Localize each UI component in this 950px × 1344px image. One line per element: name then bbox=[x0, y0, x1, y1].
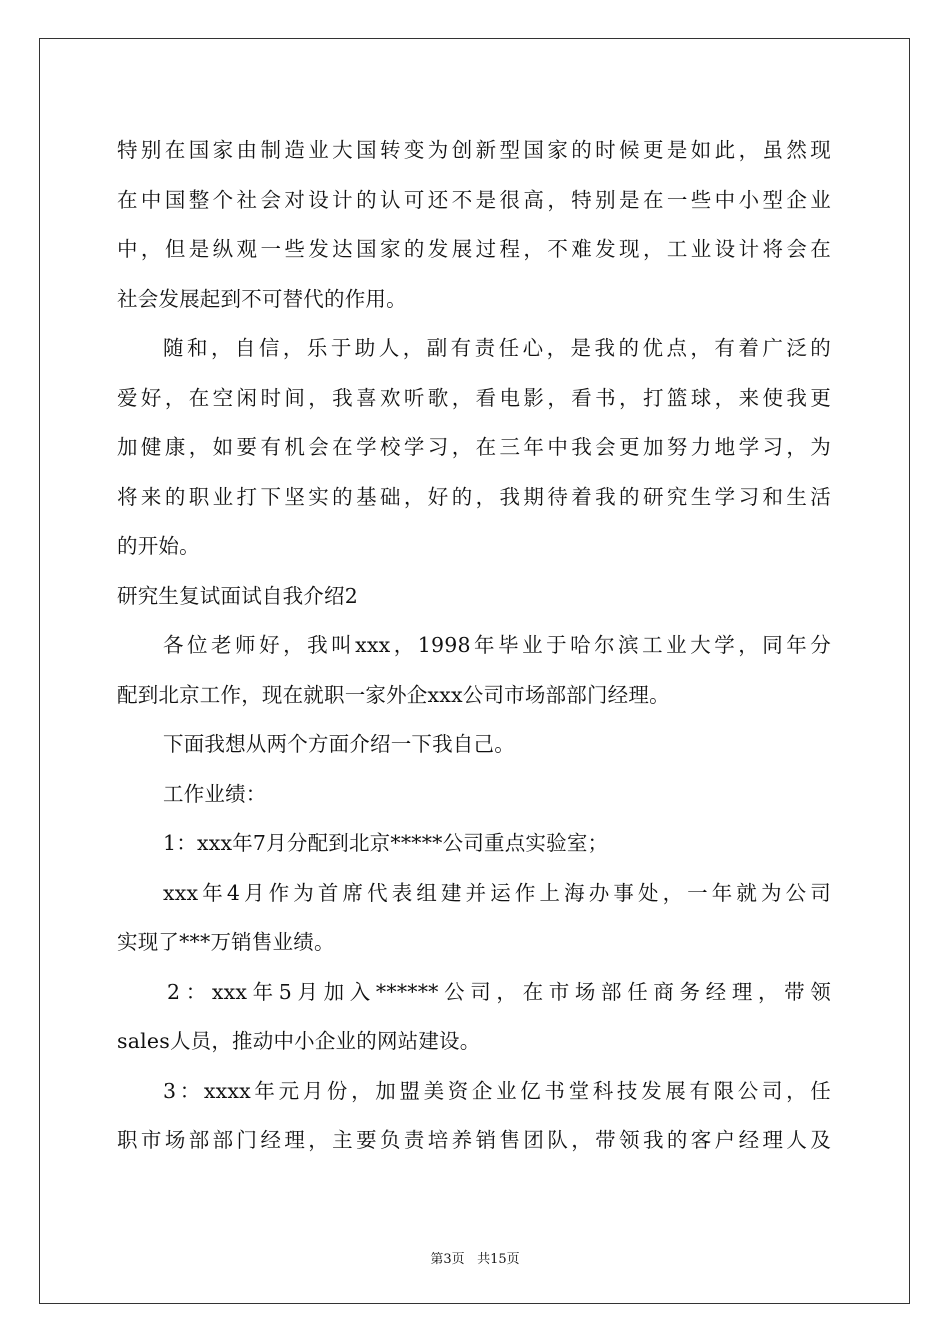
page-number: 第3页 bbox=[430, 1252, 465, 1267]
paragraph-line: 各位老师好，我叫xxx，1998年毕业于哈尔滨工业大学，同年分 bbox=[163, 633, 831, 657]
paragraph-line: 实现了***万销售业绩。 bbox=[117, 930, 335, 954]
subheading: 工作业绩： bbox=[163, 781, 267, 806]
paragraph-line: sales人员，推动中小企业的网站建设。 bbox=[117, 1029, 481, 1053]
document-body bbox=[117, 126, 831, 1166]
page-total: 共15页 bbox=[477, 1252, 520, 1267]
paragraph-line: 随和，自信，乐于助人，副有责任心，是我的优点，有着广泛的 bbox=[163, 336, 831, 360]
paragraph-line: 职市场部部门经理，主要负责培养销售团队，带领我的客户经理人及 bbox=[117, 1128, 831, 1152]
paragraph-line: 下面我想从两个方面介绍一下我自己。 bbox=[163, 732, 515, 756]
paragraph-line: 在中国整个社会对设计的认可还不是很高，特别是在一些中小型企业 bbox=[117, 187, 831, 212]
list-item: 1：xxx年7月分配到北京*****公司重点实验室； bbox=[163, 831, 609, 855]
paragraph-line: 加健康，如要有机会在学校学习，在三年中我会更加努力地学习，为 bbox=[117, 435, 831, 459]
paragraph-line: 的开始。 bbox=[117, 534, 200, 558]
list-item: 2：xxx年5月加入******公司，在市场部任商务经理，带领 bbox=[167, 979, 831, 1004]
paragraph-line: xxx年4月作为首席代表组建并运作上海办事处，一年就为公司 bbox=[163, 880, 831, 905]
section-heading: 研究生复试面试自我介绍2 bbox=[117, 583, 358, 608]
paragraph-line: 将来的职业打下坚实的基础，好的，我期待着我的研究生学习和生活 bbox=[117, 484, 831, 509]
paragraph-line: 社会发展起到不可替代的作用。 bbox=[117, 286, 407, 311]
list-item: 3：xxxx年元月份，加盟美资企业亿书堂科技发展有限公司，任 bbox=[163, 1078, 831, 1103]
paragraph-line: 特别在国家由制造业大国转变为创新型国家的时候更是如此，虽然现 bbox=[117, 138, 831, 162]
paragraph-line: 中，但是纵观一些发达国家的发展过程，不难发现，工业设计将会在 bbox=[117, 237, 831, 261]
page-footer bbox=[0, 1248, 950, 1267]
paragraph-line: 爱好，在空闲时间，我喜欢听歌，看电影，看书，打篮球，来使我更 bbox=[117, 385, 831, 410]
paragraph-line: 配到北京工作，现在就职一家外企xxx公司市场部部门经理。 bbox=[117, 682, 670, 707]
